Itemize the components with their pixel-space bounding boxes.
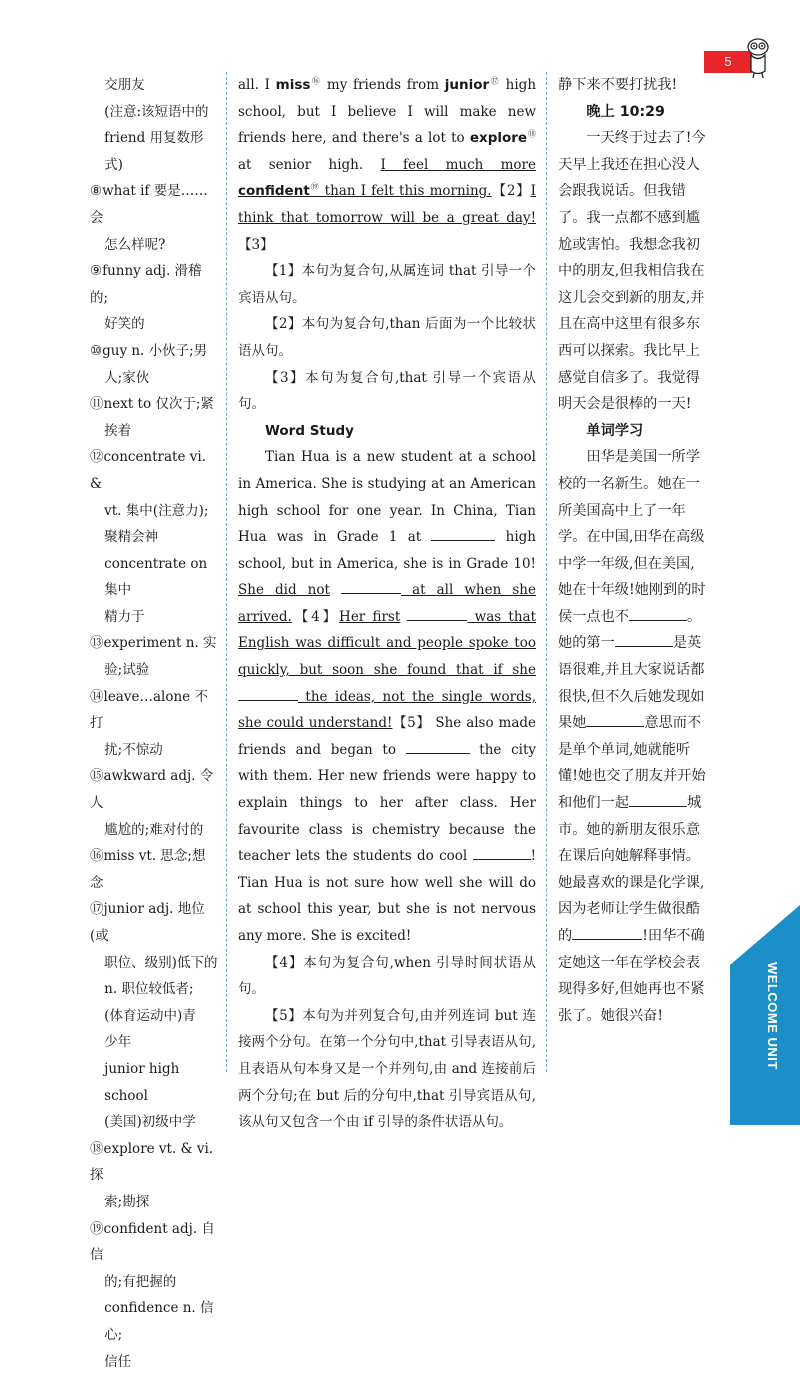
vocab-note-line: 尴尬的;难对付的	[90, 817, 218, 844]
chinese-translation-column	[558, 72, 708, 1029]
fill-in-blank[interactable]	[473, 845, 531, 860]
fill-in-blank[interactable]	[341, 579, 401, 594]
underlined-sentence: I think that tomorrow will be a great day!	[238, 183, 536, 226]
vocab-note-line: (体育运动中)青	[90, 1003, 218, 1030]
fill-in-blank[interactable]	[629, 606, 687, 621]
section-heading: Word Study	[238, 418, 536, 445]
grammar-note: 【1】本句为复合句,从属连词 that 引导一个宾语从句。	[238, 258, 536, 311]
vocab-note-line: 挨着	[90, 418, 218, 445]
vocab-note-line: ⑨funny adj. 滑稽的;	[90, 258, 218, 311]
fill-in-blank[interactable]	[629, 792, 687, 807]
translation-paragraph: 田华是美国一所学校的一名新生。她在一所美国高中上了一年学。在中国,田华在高级中学一年级,但在美国,她在十年级!她刚到的时侯一点也不 。她的第一 是英语很难,并且大家说话都很快,但不久后她发现如果她 意思而不是单个单词,她就能听懂!她也交了朋友并开始和他们一起 城市。她的新朋友很乐意在课后向她解释事情。她最喜欢的课是化学课,因为老师让学生做很酷的 !田华不确定她这一年在学校会表现得多好,但她再也不紧张了。她很兴奋!	[558, 444, 708, 1029]
fill-in-blank[interactable]	[407, 606, 467, 621]
vocab-note-line: (美国)初级中学	[90, 1109, 218, 1136]
vocab-note-line: 扰;不惊动	[90, 737, 218, 764]
vocab-note-line: ⑰junior adj. 地位(或	[90, 896, 218, 949]
translation-paragraph: 静下来不要打扰我!	[558, 72, 708, 99]
fill-in-blank[interactable]	[406, 739, 470, 754]
vocab-note-line: ⑫concentrate vi. &	[90, 444, 218, 497]
section-heading: 晚上 10:29	[558, 99, 708, 126]
english-text-column	[238, 72, 536, 1136]
vocab-note-line: (注意:该短语中的	[90, 99, 218, 126]
vocab-note-line: vt. 集中(注意力);	[90, 498, 218, 525]
fill-in-blank[interactable]	[586, 712, 644, 727]
grammar-note: 【4】本句为复合句,when 引导时间状语从句。	[238, 950, 536, 1003]
grammar-note: 【3】本句为复合句,that 引导一个宾语从句。	[238, 365, 536, 418]
keyword: explore	[470, 130, 527, 146]
vocab-note-line: ⑯miss vt. 思念;想念	[90, 843, 218, 896]
vocab-note-line: 索;勘探	[90, 1189, 218, 1216]
keyword: junior	[445, 77, 489, 93]
vocab-note-line: confidence n. 信心;	[90, 1295, 218, 1348]
vocab-note-line: 精力于	[90, 604, 218, 631]
fill-in-blank[interactable]	[572, 925, 642, 940]
vocab-note-line: ⑱explore vt. & vi. 探	[90, 1136, 218, 1189]
vocab-note-line: 人;家伙	[90, 365, 218, 392]
translation-paragraph: 一天终于过去了!今天早上我还在担心没人会跟我说话。但我错了。我一点都不感到尴尬或害怕。我想念我初中的朋友,但我相信我在这儿会交到新的朋友,并且在高中这里有很多东西可以探索。我比早上感觉自信多了。我觉得明天会是很棒的一天!	[558, 125, 708, 418]
passage-paragraph: all. I miss⑯ my friends from junior⑰ high school, but I believe I will make new friends here, and there's a lot to explore⑱ at senior high. I feel much more confident⑲ than I felt this morning.【2】I think that tomorrow will be a great day!【3】	[238, 72, 536, 258]
fill-in-blank[interactable]	[238, 686, 298, 701]
vocab-note-line: 的;有把握的	[90, 1269, 218, 1296]
owl-mascot-icon	[745, 38, 771, 80]
page-number-badge: 5	[704, 51, 752, 73]
fill-in-blank[interactable]	[615, 632, 673, 647]
vocab-note-line: 好笑的	[90, 311, 218, 338]
vocab-note-line: ⑮awkward adj. 令人	[90, 763, 218, 816]
grammar-note: 【5】本句为并列复合句,由并列连词 but 连接两个分句。在第一个分句中,that 引导表语从句,且表语从句本身又是一个并列句,由 and 连接前后两个分句;在 but 后的分句中,that 引导宾语从句,该从句又包含一个由 if 引导的条件状语从句。	[238, 1003, 536, 1136]
vocab-note-line: ⑩guy n. 小伙子;男	[90, 338, 218, 365]
vocab-note-line: 聚精会神	[90, 524, 218, 551]
vocab-note-line: 少年	[90, 1029, 218, 1056]
vocab-note-line: ⑲confident adj. 自信	[90, 1216, 218, 1269]
side-tab-label: WELCOME UNIT	[756, 962, 780, 1072]
vocab-note-line: friend 用复数形式)	[90, 125, 218, 178]
vocab-note-line: ⑭leave…alone 不打	[90, 684, 218, 737]
vocabulary-notes-column	[90, 72, 218, 1375]
section-heading: 单词学习	[558, 418, 708, 445]
vocab-note-line: ⑬experiment n. 实	[90, 630, 218, 657]
vocab-note-line: 职位、级别)低下的	[90, 950, 218, 977]
vocab-note-line: 验;试验	[90, 657, 218, 684]
passage-paragraph: Tian Hua is a new student at a school in America. She is studying at an American high school for one year. In China, Tian Hua was in Grade 1 at high school, but in America, she is in Grade 10! She did not at all when she arrived.【4】Her first was that English was difficult and people spoke too quickly, but soon she found that if she the ideas, not the single words, she could understand!【5】 She also made friends and began to the city with them. Her new friends were happy to explain things to her after class. Her favourite class is chemistry because the teacher lets the students do cool ! Tian Hua is not sure how well she will do at school this year, but she is not nervous any more. She is excited!	[238, 444, 536, 949]
vocab-note-line: ⑧what if 要是……会	[90, 178, 218, 231]
vocab-note-line: 交朋友	[90, 72, 218, 99]
keyword: miss	[276, 77, 311, 93]
vocab-note-line: n. 职位较低者;	[90, 976, 218, 1003]
underlined-sentence: I feel much more confident⑲ than I felt this morning.	[238, 157, 536, 200]
vocab-note-line: 信任	[90, 1349, 218, 1375]
vocab-note-line: 怎么样呢?	[90, 232, 218, 259]
column-divider	[226, 72, 227, 1072]
vocab-note-line: ⑪next to 仅次于;紧	[90, 391, 218, 418]
vocab-note-line: concentrate on 集中	[90, 551, 218, 604]
vocab-note-line: junior high school	[90, 1056, 218, 1109]
grammar-note: 【2】本句为复合句,than 后面为一个比较状语从句。	[238, 311, 536, 364]
column-divider	[546, 72, 547, 1072]
fill-in-blank[interactable]	[431, 526, 495, 541]
